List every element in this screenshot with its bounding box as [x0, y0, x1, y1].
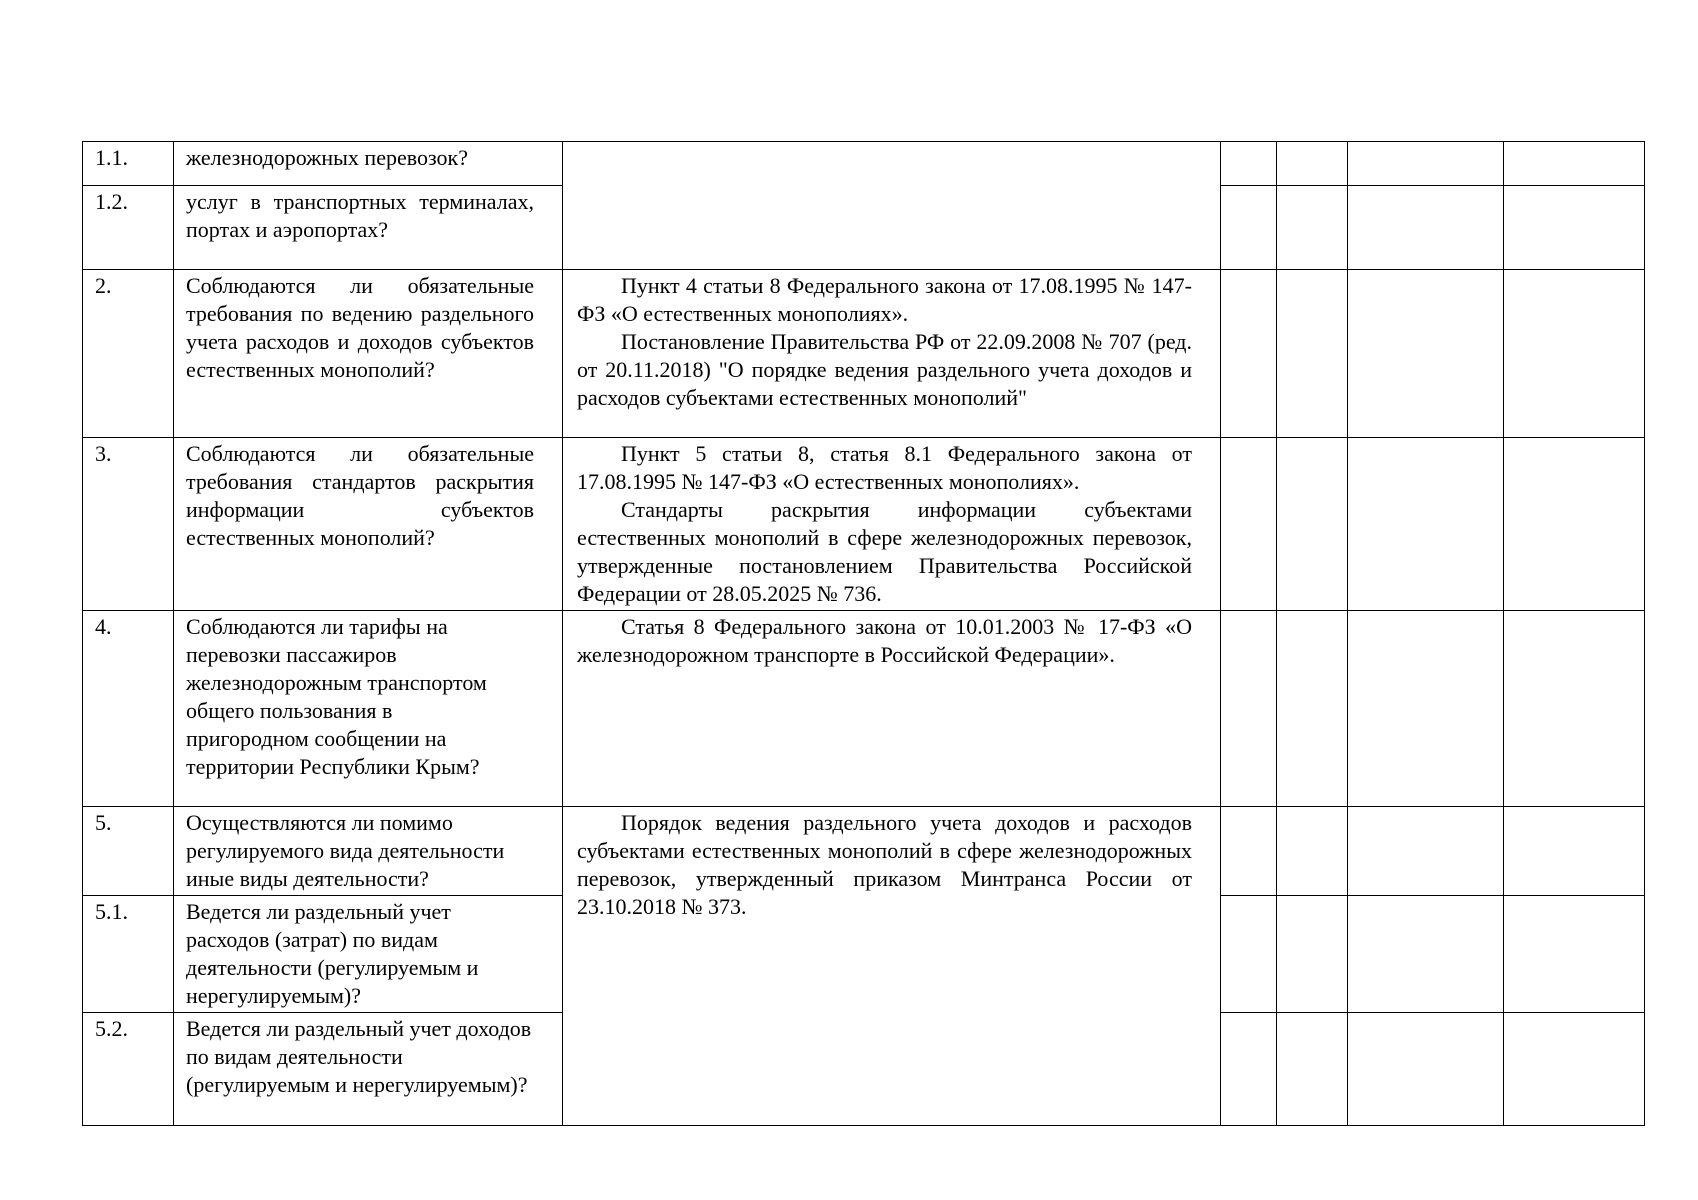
- row-number: 1.1.: [83, 142, 174, 186]
- answer-cell: [1504, 270, 1645, 438]
- table-row: [83, 807, 1645, 896]
- answer-cell: [1277, 186, 1348, 270]
- question-text: Соблюдаются ли обязательные требования стандартов раскрытия информации субъектов естественных монополий?: [174, 438, 563, 611]
- answer-cell: [1504, 807, 1645, 896]
- legal-basis-cell: [563, 270, 1221, 438]
- question-text: Соблюдаются ли тарифы на перевозки пассажиров железнодорожным транспортом общего пользования в пригородном сообщении на территории Республики Крым?: [174, 611, 563, 807]
- table-row: [83, 270, 1645, 438]
- answer-cell: [1221, 186, 1277, 270]
- question-text: Осуществляются ли помимо регулируемого вида деятельности иные виды деятельности?: [174, 807, 563, 896]
- answer-cell: [1348, 438, 1504, 611]
- answer-cell: [1221, 611, 1277, 807]
- answer-cell: [1504, 896, 1645, 1013]
- answer-cell: [1221, 1013, 1277, 1126]
- answer-cell: [1348, 142, 1504, 186]
- answer-cell: [1221, 270, 1277, 438]
- legal-basis-text: Статья 8 Федерального закона от 10.01.2003 № 17-ФЗ «О железнодорожном транспорте в Российской Федерации».: [577, 614, 1192, 667]
- legal-basis-text: Порядок ведения раздельного учета доходов и расходов субъектами естественных монополий в сфере железнодорожных перевозок, утвержденный приказом Минтранса России от 23.10.2018 № 373.: [577, 810, 1192, 919]
- row-number: 1.2.: [83, 186, 174, 270]
- answer-cell: [1277, 270, 1348, 438]
- answer-cell: [1504, 1013, 1645, 1126]
- answer-cell: [1277, 142, 1348, 186]
- table-row: [83, 611, 1645, 807]
- legal-basis-text: Пункт 4 статьи 8 Федерального закона от 17.08.1995 № 147-ФЗ «О естественных монополиях».: [577, 273, 1192, 326]
- answer-cell: [1277, 807, 1348, 896]
- answer-cell: [1277, 611, 1348, 807]
- row-number: 4.: [83, 611, 174, 807]
- answer-cell: [1348, 896, 1504, 1013]
- legal-basis-text: Постановление Правительства РФ от 22.09.2008 № 707 (ред. от 20.11.2018) "О порядке ведения раздельного учета доходов и расходов субъектами естественных монополий": [577, 329, 1192, 410]
- question-text: Соблюдаются ли обязательные требования по ведению раздельного учета расходов и доходов субъектов естественных монополий?: [174, 270, 563, 438]
- row-number: 2.: [83, 270, 174, 438]
- answer-cell: [1504, 186, 1645, 270]
- legal-basis-text: Стандарты раскрытия информации субъектами естественных монополий в сфере железнодорожных перевозок, утвержденные постановлением Правительства Российской Федерации от 28.05.2025 № 736.: [577, 497, 1192, 606]
- answer-cell: [1504, 438, 1645, 611]
- answer-cell: [1277, 438, 1348, 611]
- legal-basis-cell: [563, 438, 1221, 611]
- checklist-table: [82, 141, 1645, 1126]
- row-number: 5.1.: [83, 896, 174, 1013]
- legal-basis-text: Пункт 5 статьи 8, статья 8.1 Федерального закона от 17.08.1995 № 147-ФЗ «О естественных монополиях».: [577, 441, 1192, 494]
- answer-cell: [1221, 807, 1277, 896]
- answer-cell: [1277, 1013, 1348, 1126]
- row-number: 5.2.: [83, 1013, 174, 1126]
- question-text: услуг в транспортных терминалах, портах и аэропортах?: [174, 186, 563, 270]
- answer-cell: [1221, 438, 1277, 611]
- answer-cell: [1348, 611, 1504, 807]
- question-text: железнодорожных перевозок?: [174, 142, 563, 186]
- legal-basis-cell: [563, 611, 1221, 807]
- answer-cell: [1348, 1013, 1504, 1126]
- answer-cell: [1504, 611, 1645, 807]
- question-text: Ведется ли раздельный учет расходов (затрат) по видам деятельности (регулируемым и нерегулируемым)?: [174, 896, 563, 1013]
- answer-cell: [1348, 186, 1504, 270]
- answer-cell: [1348, 270, 1504, 438]
- row-number: 5.: [83, 807, 174, 896]
- answer-cell: [1504, 142, 1645, 186]
- legal-basis-cell: [563, 807, 1221, 1126]
- row-number: 3.: [83, 438, 174, 611]
- question-text: Ведется ли раздельный учет доходов по видам деятельности (регулируемым и нерегулируемым)?: [174, 1013, 563, 1126]
- table-row: [83, 438, 1645, 611]
- answer-cell: [1348, 807, 1504, 896]
- answer-cell: [1277, 896, 1348, 1013]
- answer-cell: [1221, 142, 1277, 186]
- legal-basis-cell: [563, 142, 1221, 270]
- table-row: [83, 142, 1645, 186]
- answer-cell: [1221, 896, 1277, 1013]
